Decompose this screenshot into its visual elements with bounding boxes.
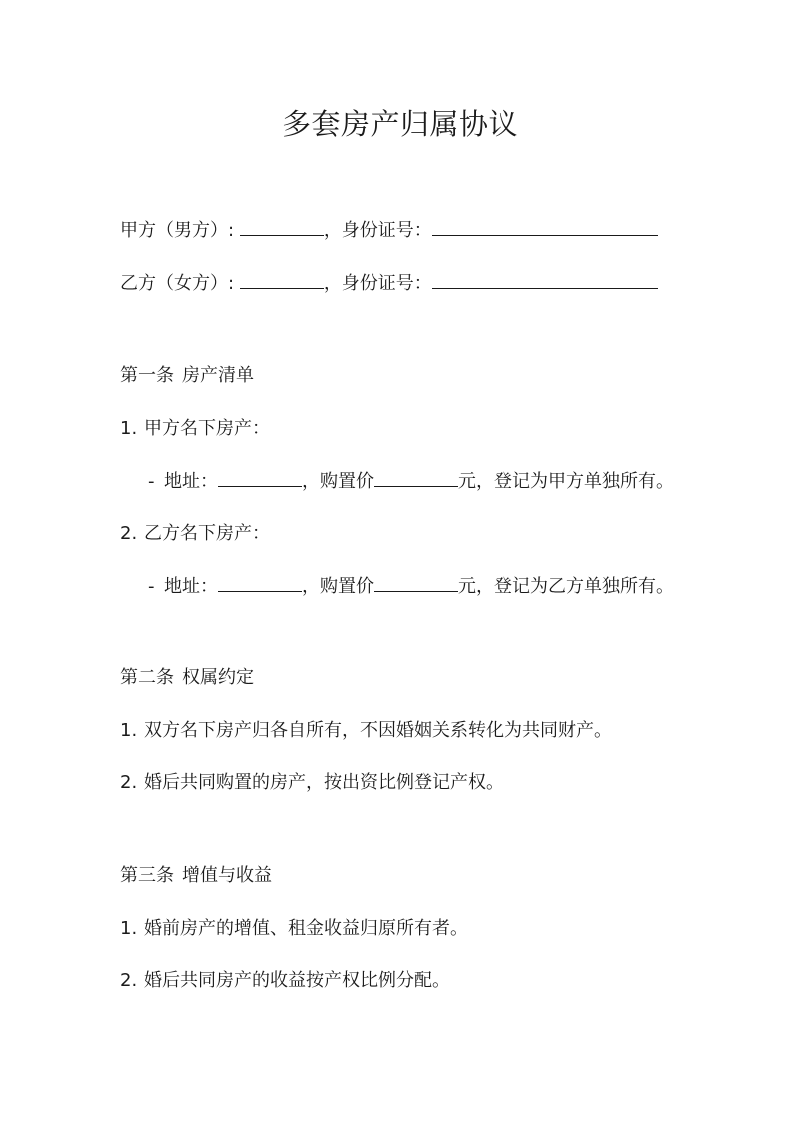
dash-bullet: - bbox=[148, 576, 155, 597]
party-a-label: 甲方（男方）: bbox=[120, 220, 235, 241]
article-1-title: 房产清单 bbox=[182, 365, 254, 386]
list-item-text: 双方名下房产归各自所有，不因婚姻关系转化为共同财产。 bbox=[144, 720, 612, 741]
address-blank[interactable] bbox=[218, 573, 302, 592]
list-item-text: 甲方名下房产： bbox=[144, 418, 270, 439]
article-1-item-2 bbox=[120, 521, 270, 547]
article-1-item-2-detail bbox=[148, 573, 674, 600]
document-title: 多套房产归属协议 bbox=[281, 107, 518, 141]
list-item-text: 婚前房产的增值、租金收益归原所有者。 bbox=[144, 918, 468, 939]
detail-tail: 元，登记为乙方单独所有。 bbox=[458, 576, 674, 597]
article-1-heading bbox=[120, 363, 254, 389]
detail-tail: 元，登记为甲方单独所有。 bbox=[458, 471, 674, 492]
party-b-id-label: ，身份证号： bbox=[323, 273, 432, 294]
party-a-id-label: ，身份证号： bbox=[323, 220, 432, 241]
address-label: 地址： bbox=[164, 471, 218, 492]
list-number: 1. bbox=[120, 918, 138, 939]
party-a-id-blank[interactable] bbox=[432, 217, 658, 236]
dash-bullet: - bbox=[148, 471, 155, 492]
article-3-title: 增值与收益 bbox=[182, 865, 272, 886]
list-number: 2. bbox=[120, 772, 138, 793]
list-number: 2. bbox=[120, 523, 138, 544]
article-3-item-1 bbox=[120, 916, 468, 942]
price-label: ，购置价 bbox=[302, 471, 374, 492]
list-number: 1. bbox=[120, 720, 138, 741]
price-label: ，购置价 bbox=[302, 576, 374, 597]
list-item-text: 乙方名下房产： bbox=[144, 523, 270, 544]
price-blank[interactable] bbox=[374, 468, 458, 487]
article-1-item-1 bbox=[120, 416, 270, 442]
address-blank[interactable] bbox=[218, 468, 302, 487]
party-a-name-blank[interactable] bbox=[240, 217, 324, 236]
article-1-item-1-detail bbox=[148, 468, 674, 495]
article-2-item-2 bbox=[120, 770, 504, 796]
party-b-label: 乙方（女方）: bbox=[120, 273, 235, 294]
article-2-number: 第二条 bbox=[120, 667, 174, 688]
list-number: 1. bbox=[120, 418, 138, 439]
price-blank[interactable] bbox=[374, 573, 458, 592]
article-3-heading bbox=[120, 863, 272, 889]
party-b-line bbox=[120, 270, 658, 297]
party-b-name-blank[interactable] bbox=[240, 270, 324, 289]
article-2-item-1 bbox=[120, 718, 612, 744]
list-item-text: 婚后共同房产的收益按产权比例分配。 bbox=[144, 970, 450, 991]
party-a-line bbox=[120, 217, 658, 244]
list-item-text: 婚后共同购置的房产，按出资比例登记产权。 bbox=[144, 772, 504, 793]
article-3-item-2 bbox=[120, 968, 450, 994]
article-2-title: 权属约定 bbox=[182, 667, 254, 688]
list-number: 2. bbox=[120, 970, 138, 991]
article-2-heading bbox=[120, 665, 254, 691]
address-label: 地址： bbox=[164, 576, 218, 597]
party-b-id-blank[interactable] bbox=[432, 270, 658, 289]
article-3-number: 第三条 bbox=[120, 865, 174, 886]
article-1-number: 第一条 bbox=[120, 365, 174, 386]
